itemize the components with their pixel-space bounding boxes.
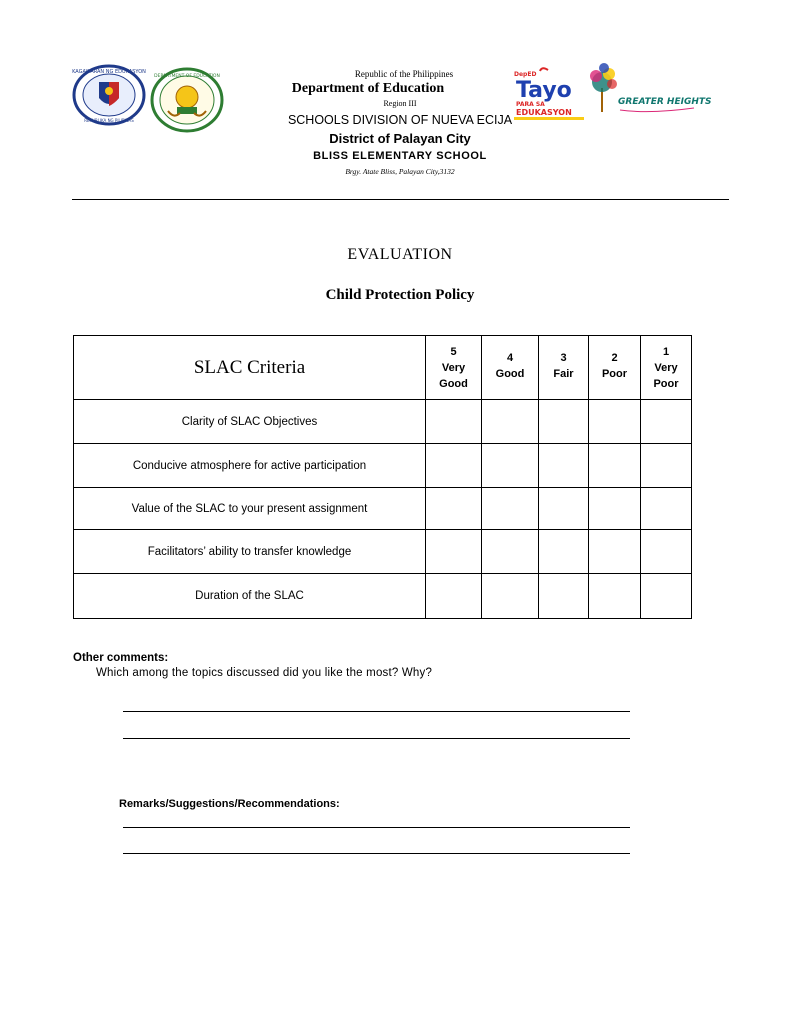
tayo-big-text: Tayo [516, 78, 572, 103]
rating-cell-5[interactable] [426, 530, 482, 574]
rating-label: Good [439, 377, 468, 390]
rating-cell-2[interactable] [589, 400, 641, 444]
header-divider [72, 199, 729, 200]
circle-logo-text: DEPARTMENT OF EDUCATION [154, 74, 220, 79]
rating-header-4 [482, 336, 539, 400]
rating-number: 2 [611, 352, 618, 364]
rating-number: 5 [450, 345, 457, 358]
tayo-small-text: DepED [514, 71, 537, 78]
criteria-label: Conducive atmosphere for active participation [74, 444, 426, 488]
rating-number: 4 [506, 352, 514, 364]
document-subtitle: Child Protection Policy [325, 287, 475, 303]
rating-label: Good [495, 368, 525, 380]
rating-label: Very [441, 361, 466, 374]
rating-cell-4[interactable] [482, 400, 539, 444]
tayo-line1: PARA SA [516, 101, 545, 108]
table-header-row [74, 336, 692, 400]
rating-label: Poor [653, 377, 679, 390]
criteria-label: Clarity of SLAC Objectives [74, 400, 426, 444]
criteria-label: Duration of the SLAC [74, 574, 426, 619]
evaluation-table [73, 335, 692, 619]
rating-cell-5[interactable] [426, 400, 482, 444]
rating-label: Poor [601, 368, 628, 380]
rating-cell-3[interactable] [539, 400, 589, 444]
rating-cell-4[interactable] [482, 574, 539, 619]
remarks-line-2[interactable] [123, 853, 630, 854]
rating-number: 1 [662, 345, 670, 358]
table-row [74, 444, 692, 488]
table-row [74, 400, 692, 444]
rating-cell-5[interactable] [426, 574, 482, 619]
rating-header-1 [641, 336, 692, 400]
district-name: District of Palayan City [329, 131, 471, 146]
table-row [74, 574, 692, 619]
criteria-header: SLAC Criteria [74, 336, 426, 400]
rating-cell-5[interactable] [426, 488, 482, 530]
tayo-line2: EDUKASYON [516, 108, 572, 117]
rating-cell-1[interactable] [641, 530, 692, 574]
school-address: Brgy. Atate Bliss, Palayan City,3132 [345, 167, 455, 176]
seal-bottom-text: REPUBLIKA NG PILIPINAS [84, 118, 134, 123]
rating-cell-1[interactable] [641, 574, 692, 619]
answer-line-1[interactable] [123, 711, 630, 712]
rating-cell-2[interactable] [589, 530, 641, 574]
rating-cell-5[interactable] [426, 444, 482, 488]
rating-cell-3[interactable] [539, 574, 589, 619]
rating-cell-4[interactable] [482, 530, 539, 574]
rating-label: Fair [553, 368, 574, 380]
criteria-label: Value of the SLAC to your present assignment [74, 488, 426, 530]
rating-cell-4[interactable] [482, 444, 539, 488]
rating-cell-1[interactable] [641, 488, 692, 530]
rating-cell-3[interactable] [539, 530, 589, 574]
table-row [74, 488, 692, 530]
rating-header-5 [426, 336, 482, 400]
rating-header-3 [539, 336, 589, 400]
rating-cell-1[interactable] [641, 444, 692, 488]
criteria-label: Facilitators’ ability to transfer knowledge [74, 530, 426, 574]
rating-cell-3[interactable] [539, 488, 589, 530]
remarks-label: Remarks/Suggestions/Recommendations: [119, 798, 340, 810]
heights-text: GREATER HEIGHTS [618, 97, 712, 107]
comments-question: Which among the topics discussed did you like the most? Why? [96, 667, 433, 679]
remarks-line-1[interactable] [123, 827, 630, 828]
region-text: Region III [383, 99, 417, 108]
rating-cell-2[interactable] [589, 574, 641, 619]
rating-number: 3 [560, 352, 567, 364]
table-row [74, 530, 692, 574]
other-comments-label: Other comments: [73, 652, 169, 664]
rating-label: Very [654, 361, 678, 374]
rating-cell-4[interactable] [482, 488, 539, 530]
rating-header-2 [589, 336, 641, 400]
department-name: Department of Education [291, 81, 445, 96]
rating-cell-2[interactable] [589, 444, 641, 488]
school-name: BLISS ELEMENTARY SCHOOL [313, 150, 487, 162]
seal-text: KAGAWARAN NG EDUKASYON [72, 69, 146, 75]
republic-text: Republic of the Philippines [354, 69, 454, 79]
rating-cell-1[interactable] [641, 400, 692, 444]
document-title: EVALUATION [347, 246, 453, 263]
rating-cell-3[interactable] [539, 444, 589, 488]
rating-cell-2[interactable] [589, 488, 641, 530]
answer-line-2[interactable] [123, 738, 630, 739]
division-name: SCHOOLS DIVISION OF NUEVA ECIJA [287, 113, 513, 127]
